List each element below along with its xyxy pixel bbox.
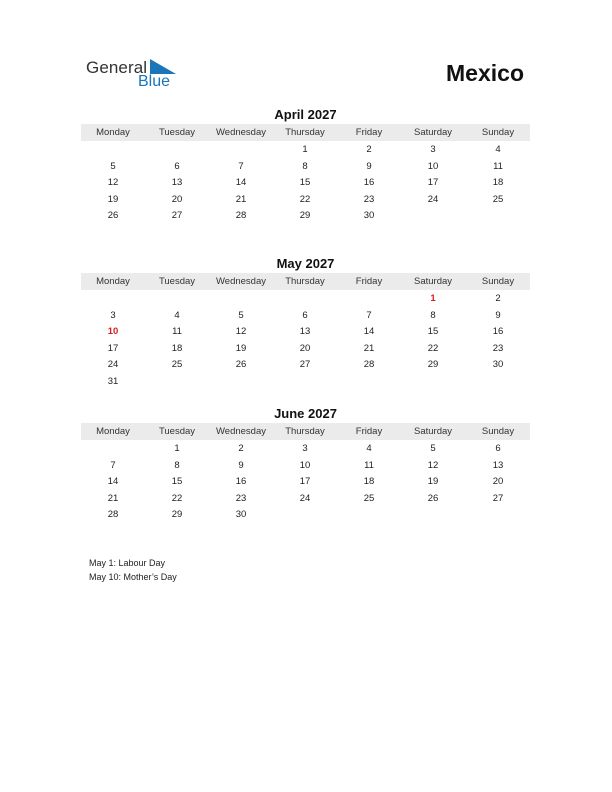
day-cell: 25 — [492, 193, 504, 205]
week-row — [81, 474, 530, 490]
day-cell: 19 — [107, 193, 119, 205]
weekday-label: Saturday — [413, 127, 453, 138]
day-cell: 18 — [492, 177, 504, 189]
day-cell: 17 — [427, 177, 439, 189]
day-cell: 23 — [492, 342, 504, 354]
month-title: June 2027 — [274, 406, 337, 421]
day-cell: 28 — [363, 359, 375, 371]
day-cell — [337, 507, 401, 523]
week-row — [81, 374, 530, 390]
weekday-label: Tuesday — [158, 426, 196, 437]
weekday-label: Saturday — [413, 276, 453, 287]
day-cell — [81, 441, 145, 457]
generalblue-logo — [86, 58, 186, 92]
weekday-label: Friday — [355, 127, 383, 138]
day-cell: 22 — [427, 342, 439, 354]
day-cell: 9 — [366, 160, 372, 172]
holiday-day-cell: 10 — [107, 326, 119, 338]
week-row — [81, 192, 530, 208]
day-cell: 4 — [174, 309, 180, 321]
day-cell: 10 — [427, 160, 439, 172]
day-cell: 29 — [171, 509, 183, 521]
week-row — [81, 208, 530, 224]
day-cell: 4 — [366, 443, 372, 454]
day-cell — [145, 142, 209, 158]
weekday-label: Friday — [355, 426, 383, 437]
weekday-label: Sunday — [481, 127, 515, 138]
weekday-label: Friday — [355, 276, 383, 287]
day-cell — [209, 374, 273, 390]
day-cell: 27 — [299, 359, 311, 371]
week-row — [81, 324, 530, 340]
day-cell: 3 — [430, 144, 436, 155]
week-row — [81, 357, 530, 373]
day-cell: 1 — [174, 443, 180, 454]
day-cell — [273, 507, 337, 523]
day-cell: 19 — [235, 342, 247, 354]
day-cell: 20 — [171, 193, 183, 205]
day-cell — [273, 374, 337, 390]
logo-text-blue: Blue — [138, 73, 171, 90]
weekday-label: Wednesday — [216, 127, 266, 138]
weekday-label: Monday — [96, 276, 130, 287]
day-cell: 30 — [363, 210, 375, 222]
week-row — [81, 341, 530, 357]
weekday-header-row — [81, 273, 530, 290]
day-cell: 2 — [238, 443, 244, 454]
day-cell: 1 — [302, 144, 308, 155]
country-title: Mexico — [446, 60, 524, 86]
day-cell: 13 — [171, 177, 183, 189]
day-cell: 15 — [299, 177, 311, 189]
day-cell: 26 — [235, 359, 247, 371]
day-cell: 23 — [235, 492, 247, 504]
day-cell: 17 — [107, 342, 119, 354]
day-cell: 21 — [363, 342, 375, 354]
holiday-day-cell: 1 — [430, 293, 436, 304]
weekday-header-row — [81, 423, 530, 440]
day-cell: 22 — [171, 492, 183, 504]
day-cell — [337, 374, 401, 390]
day-cell: 15 — [171, 476, 183, 488]
day-cell: 27 — [171, 210, 183, 222]
day-cell: 2 — [495, 293, 501, 304]
month-may — [81, 256, 530, 392]
day-cell: 14 — [235, 177, 247, 189]
month-title: May 2027 — [276, 256, 335, 271]
holiday-notes — [89, 556, 177, 584]
day-cell: 31 — [107, 376, 119, 387]
weekday-label: Thursday — [285, 426, 325, 437]
day-cell — [466, 208, 530, 224]
day-cell: 28 — [107, 509, 119, 521]
day-cell: 4 — [495, 144, 501, 155]
day-cell — [337, 291, 401, 307]
day-cell: 8 — [302, 160, 308, 172]
day-cell: 24 — [427, 193, 439, 205]
day-cell: 5 — [110, 160, 116, 172]
day-cell: 27 — [492, 492, 504, 504]
weekday-label: Sunday — [481, 276, 515, 287]
weekday-header-row — [81, 124, 530, 141]
day-cell: 25 — [171, 359, 183, 371]
day-cell: 9 — [238, 459, 244, 471]
day-cell: 9 — [495, 309, 501, 321]
day-cell: 7 — [110, 459, 116, 471]
day-cell: 21 — [107, 492, 119, 504]
day-cell: 13 — [492, 459, 504, 471]
day-cell — [145, 291, 209, 307]
day-cell: 16 — [363, 177, 375, 189]
day-cell: 16 — [235, 476, 247, 488]
weekday-label: Saturday — [413, 426, 453, 437]
day-cell: 6 — [302, 309, 308, 321]
day-cell: 5 — [430, 443, 436, 454]
week-row — [81, 175, 530, 191]
day-cell: 8 — [430, 309, 436, 321]
day-cell — [401, 374, 465, 390]
weekday-label: Wednesday — [216, 426, 266, 437]
weekday-label: Wednesday — [216, 276, 266, 287]
weekday-label: Monday — [96, 426, 130, 437]
day-cell: 29 — [427, 359, 439, 371]
day-cell — [273, 291, 337, 307]
day-cell: 13 — [299, 326, 311, 338]
day-cell: 10 — [299, 459, 311, 471]
weekday-label: Monday — [96, 127, 130, 138]
week-row — [81, 441, 530, 457]
day-cell: 14 — [107, 476, 119, 488]
day-cell: 7 — [238, 160, 244, 172]
day-cell: 30 — [492, 359, 504, 371]
day-cell: 17 — [299, 476, 311, 488]
day-cell — [81, 142, 145, 158]
day-cell: 6 — [174, 160, 180, 172]
day-cell: 20 — [299, 342, 311, 354]
day-cell — [401, 507, 465, 523]
day-cell — [401, 208, 465, 224]
week-row — [81, 458, 530, 474]
weekday-label: Tuesday — [158, 276, 196, 287]
day-cell: 7 — [366, 309, 372, 321]
day-cell: 8 — [174, 459, 180, 471]
day-cell: 19 — [427, 476, 439, 488]
day-cell: 24 — [107, 359, 119, 371]
day-cell: 25 — [363, 492, 375, 504]
day-cell: 12 — [427, 459, 439, 471]
day-cell: 26 — [107, 210, 119, 222]
day-cell: 11 — [172, 326, 182, 338]
day-cell: 5 — [238, 309, 244, 321]
day-cell: 6 — [495, 443, 501, 454]
day-cell: 26 — [427, 492, 439, 504]
day-cell — [81, 291, 145, 307]
day-cell: 15 — [427, 326, 439, 338]
day-cell — [466, 374, 530, 390]
month-april — [81, 107, 530, 227]
day-cell: 18 — [171, 342, 183, 354]
day-cell: 12 — [235, 326, 247, 338]
day-cell: 21 — [235, 193, 247, 205]
day-cell: 11 — [493, 160, 503, 172]
day-cell: 30 — [235, 509, 247, 521]
week-row — [81, 291, 530, 307]
week-row — [81, 308, 530, 324]
weekday-label: Thursday — [285, 127, 325, 138]
week-row — [81, 507, 530, 523]
day-cell — [145, 374, 209, 390]
weekday-label: Tuesday — [158, 127, 196, 138]
week-row — [81, 142, 530, 158]
day-cell: 23 — [363, 193, 375, 205]
holiday-note: May 10: Mother’s Day — [89, 572, 177, 582]
day-cell — [466, 507, 530, 523]
day-cell — [209, 142, 273, 158]
logo-text-general: General — [86, 58, 148, 77]
week-row — [81, 159, 530, 175]
day-cell: 3 — [110, 309, 116, 321]
day-cell — [209, 291, 273, 307]
weekday-label: Thursday — [285, 276, 325, 287]
holiday-note: May 1: Labour Day — [89, 558, 166, 568]
day-cell: 2 — [366, 144, 372, 155]
week-row — [81, 491, 530, 507]
day-cell: 16 — [492, 326, 504, 338]
month-title: April 2027 — [274, 107, 337, 122]
day-cell: 12 — [107, 177, 119, 189]
day-cell: 3 — [302, 443, 308, 454]
day-cell: 29 — [299, 210, 311, 222]
day-cell: 14 — [363, 326, 375, 338]
day-cell: 24 — [299, 492, 311, 504]
month-june — [81, 406, 530, 526]
day-cell: 20 — [492, 476, 504, 488]
weekday-label: Sunday — [481, 426, 515, 437]
day-cell: 28 — [235, 210, 247, 222]
day-cell: 11 — [364, 459, 374, 471]
day-cell: 18 — [363, 476, 375, 488]
day-cell: 22 — [299, 193, 311, 205]
